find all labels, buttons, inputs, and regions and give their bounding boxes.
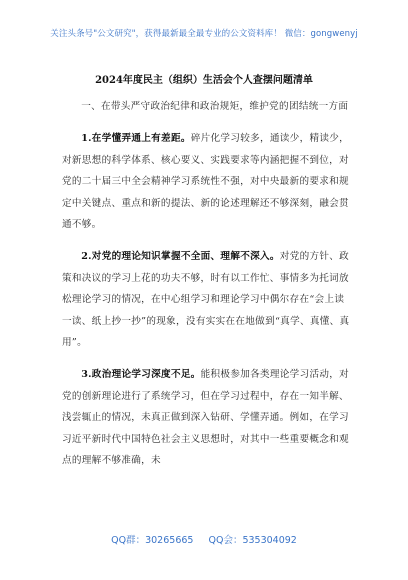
paragraph-3 <box>62 364 352 471</box>
document-body <box>62 96 352 472</box>
paragraph-text: 碎片化学习较多，通读少，精读少，对新思想的科学体系、核心要义、实践要求等内涵把握不到位，对党的二十届三中全会精神学习系统性不强，对中央最新的要求和规定中关键点、重点和新的提法、新的论述理解还不够深刻，融会贯通不够。 <box>62 133 350 231</box>
paragraph-lead: 2.对党的理论知识掌握不全面、理解不深入。 <box>81 251 280 263</box>
paragraph-1 <box>62 128 352 235</box>
footer-qq-group: QQ群：30265665 <box>111 535 194 546</box>
paragraph-lead: 3.政治理论学习深度不足。 <box>81 369 201 381</box>
document-title: 2024年度民主（组织）生活会个人查摆问题清单 <box>95 75 313 86</box>
header-promo-note: 关注头条号"公文研究"，获得最新最全最专业的公文资料库！ 微信：gongwenyj <box>50 29 358 39</box>
section-heading: 一、在带头严守政治纪律和政治规矩，维护党的团结统一方面 <box>81 101 349 112</box>
footer-qq-member: QQ会：535304092 <box>208 535 297 546</box>
paragraph-lead: 1.在学懂弄通上有差距。 <box>81 133 191 145</box>
footer-contact <box>0 532 408 546</box>
paragraph-text: 对党的方针、政策和决议的学习上花的功夫不够，时有以工作忙、事情多为托词放松理论学习的情况，在中心组学习和理论学习中偶尔存在“会上读一读、纸上抄一抄”的现象，没有实实在在地做到“真学、真懂、真用”。 <box>62 251 350 349</box>
paragraph-text: 能积极参加各类理论学习活动，对党的创新理论进行了系统学习，但在学习过程中，存在一知半解、浅尝辄止的情况，未真正做到深入钻研、学懂弄通。例如，在学习习近平新时代中国特色社会主义思想时，对其中一些重要概念和观点的理解不够准确，未 <box>62 369 350 467</box>
paragraph-2 <box>62 246 352 353</box>
